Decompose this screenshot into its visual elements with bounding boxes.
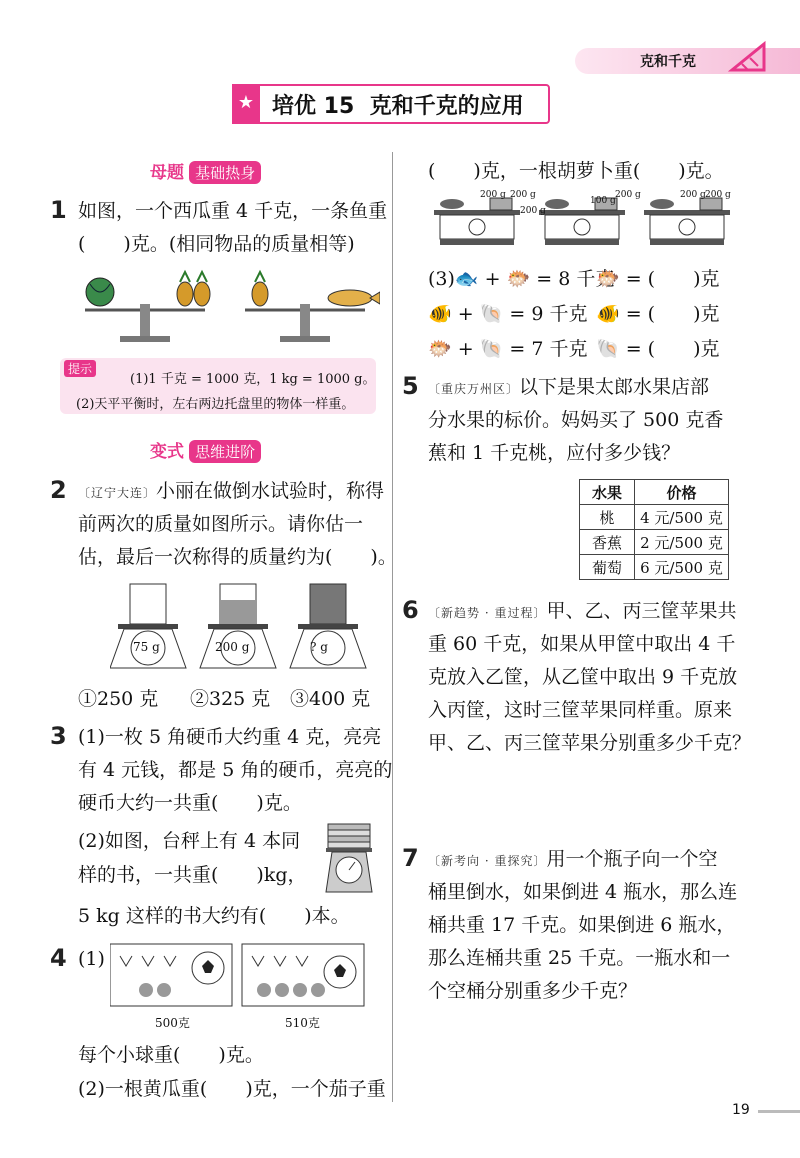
box-weight-label: 500克 <box>155 1016 190 1030</box>
q2-line: 〔辽宁大连〕小丽在做倒水试验时，称得 <box>78 480 385 502</box>
table-cell: 葡萄 <box>580 555 635 580</box>
q1-line: 如图，一个西瓜重 4 千克，一条鱼重 <box>78 200 388 222</box>
page-number-bar <box>758 1110 800 1113</box>
balance-scale-1 <box>85 272 210 342</box>
weight-label: 200 g <box>615 190 641 200</box>
q1-line: ( )克。(相同物品的质量相等) <box>78 233 355 255</box>
balance-scale-2 <box>245 272 380 342</box>
q4-line: 每个小球重( )克。 <box>78 1044 264 1066</box>
q4-boxes-figure <box>110 942 380 1012</box>
box-2 <box>242 944 364 1006</box>
column-divider <box>392 152 393 1102</box>
q4-eq-right: 🐚 = ( )克 <box>596 338 720 360</box>
q4-number: 4 <box>50 944 67 972</box>
scale-2 <box>200 584 276 668</box>
hint-label: 提示 <box>64 360 96 377</box>
q6-line: 〔新趋势 · 重过程〕甲、乙、丙三筐苹果共 <box>428 600 737 622</box>
scale-reading: ? g <box>310 640 328 654</box>
q7-line: 桶共重 17 千克。如果倒进 6 瓶水， <box>428 914 736 936</box>
section-basic: 母题 基础热身 <box>150 158 261 184</box>
q1-number: 1 <box>50 196 67 224</box>
ruler-icon <box>728 40 768 74</box>
q3-line: 5 kg 这样的书大约有( )本。 <box>78 905 350 927</box>
q7-tag: 〔新考向 · 重探究〕 <box>428 854 547 868</box>
page-title: 培优 15 克和千克的应用 <box>272 94 524 119</box>
table-header-cell: 价格 <box>635 480 729 505</box>
table-row <box>580 530 729 555</box>
q3-number: 3 <box>50 722 67 750</box>
q7-line: 个空桶分别重多少千克？ <box>428 980 638 1002</box>
vegetable-scale-1 <box>434 198 520 245</box>
table-cell: 桃 <box>580 505 635 530</box>
q6-line: 克放入乙筐，从乙筐中取出 9 千克放 <box>428 666 738 688</box>
box-weight-label: 510克 <box>285 1016 320 1030</box>
table-header <box>580 480 729 505</box>
vegetable-scale-3 <box>644 198 730 245</box>
table-cell: 6 元/500 克 <box>635 555 729 580</box>
q4-eq-left: (3)🐟 + 🐡 = 8 千克 <box>428 268 615 290</box>
weight-label: 200 g <box>480 190 506 200</box>
q2-option: ①250 克 <box>78 688 159 710</box>
q2-scales-figure <box>110 580 390 680</box>
q6-number: 6 <box>402 596 419 624</box>
chapter-title: 克和千克 <box>640 54 696 70</box>
page-number: 19 <box>732 1102 750 1118</box>
q3-line: 有 4 元钱，都是 5 角的硬币，亮亮的 <box>78 759 393 781</box>
q5-line: 蕉和 1 千克桃，应付多少钱？ <box>428 442 681 464</box>
q2-tag: 〔辽宁大连〕 <box>78 486 157 500</box>
scale-reading: 200 g <box>215 640 250 654</box>
q7-line: 〔新考向 · 重探究〕用一个瓶子向一个空 <box>428 848 718 870</box>
scale-reading: 75 g <box>133 640 160 654</box>
hint-line: (1)1 千克 = 1000 克，1 kg = 1000 g。 <box>130 372 376 387</box>
q4-eq-left: 🐡 + 🐚 = 7 千克 <box>428 338 588 360</box>
q4-sub1: (1) <box>78 948 105 970</box>
table-cell: 4 元/500 克 <box>635 505 729 530</box>
scale-3 <box>290 584 366 668</box>
q6-line: 入丙筐，这时三筐苹果同样重。原来 <box>428 699 733 721</box>
q4-line: (2)一根黄瓜重( )克，一个茄子重 <box>78 1078 386 1100</box>
q5-line: 分水果的标价。妈妈买了 500 克香 <box>428 409 724 431</box>
q3-line: (2)如图，台秤上有 4 本同 <box>78 830 301 852</box>
q7-line: 桶里倒水，如果倒进 4 瓶水，那么连 <box>428 881 738 903</box>
q6-line: 甲、乙、丙三筐苹果分别重多少千克？ <box>428 732 752 754</box>
q4r-line: ( )克，一根胡萝卜重( )克。 <box>428 160 724 182</box>
q2-line: 估，最后一次称得的质量约为( )。 <box>78 546 397 568</box>
box-1 <box>110 944 232 1006</box>
q3-line: 硬币大约一共重( )克。 <box>78 792 302 814</box>
q7-line: 那么连桶共重 25 千克。一瓶水和一 <box>428 947 731 969</box>
q5-number: 5 <box>402 372 419 400</box>
q6-line: 重 60 千克，如果从甲筐中取出 4 千 <box>428 633 736 655</box>
weight-label: 100 g <box>590 196 616 206</box>
section-advanced: 变式 思维进阶 <box>150 437 261 463</box>
table-header-cell: 水果 <box>580 480 635 505</box>
scale-1 <box>110 584 186 668</box>
weight-label: 200 g <box>705 190 731 200</box>
hint-line: (2)天平平衡时，左右两边托盘里的物体一样重。 <box>76 397 355 412</box>
table-cell: 2 元/500 克 <box>635 530 729 555</box>
q2-option: ③400 克 <box>290 688 371 710</box>
q4-eq-left: 🐠 + 🐚 = 9 千克 <box>428 303 588 325</box>
q1-balance-figure <box>80 264 380 344</box>
q7-number: 7 <box>402 844 419 872</box>
platform-scale-icon <box>322 822 376 894</box>
q6-tag: 〔新趋势 · 重过程〕 <box>428 606 547 620</box>
table-row <box>580 555 729 580</box>
q3-line: (1)一枚 5 角硬币大约重 4 克，亮亮 <box>78 726 382 748</box>
price-table <box>579 479 729 580</box>
q2-number: 2 <box>50 476 67 504</box>
q2-option: ②325 克 <box>190 688 271 710</box>
weight-label: 200 g <box>520 206 546 216</box>
q5-line: 〔重庆万州区〕以下是果太郎水果店部 <box>428 376 710 398</box>
star-badge: ★ <box>232 84 260 124</box>
weight-label: 200 g <box>680 190 706 200</box>
table-cell: 香蕉 <box>580 530 635 555</box>
q4-eq-right: 🐠 = ( )克 <box>596 303 720 325</box>
table-row <box>580 505 729 530</box>
q4-eq-right: 🐡 = ( )克 <box>596 268 720 290</box>
q2-line: 前两次的质量如图所示。请你估一 <box>78 513 364 535</box>
weight-label: 200 g <box>510 190 536 200</box>
q3-line: 样的书，一共重( )kg， <box>78 864 307 886</box>
q5-tag: 〔重庆万州区〕 <box>428 382 520 396</box>
